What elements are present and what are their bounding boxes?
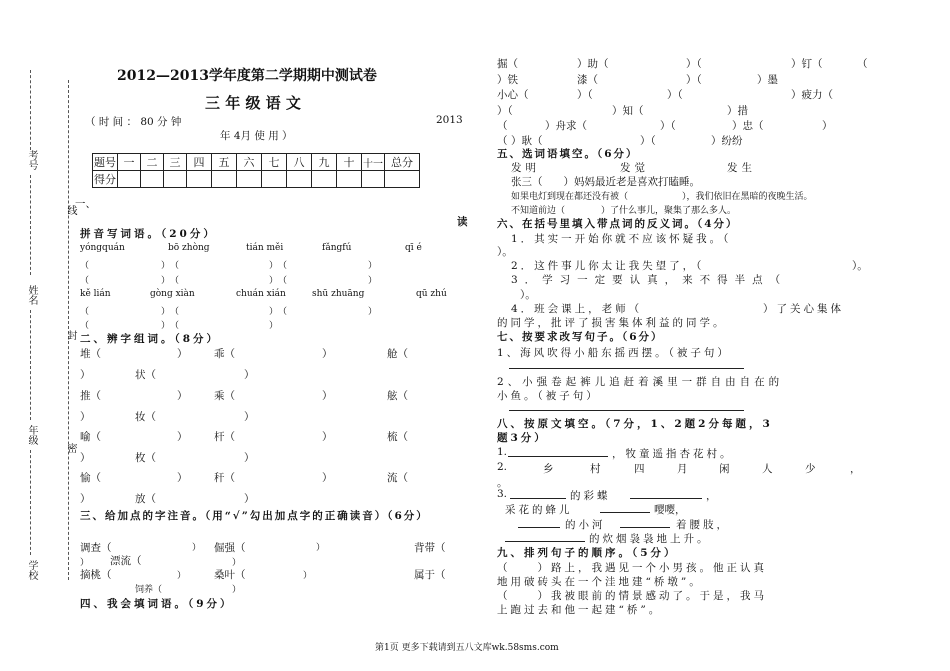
word-cell: ） [322, 472, 333, 484]
fill-word: （ [497, 135, 508, 147]
q6-sentence: 3．学习一定要认真，来不得半点（ [511, 274, 788, 286]
q8-char: ， [850, 463, 861, 475]
score-cell: 九 [312, 154, 337, 171]
q9-sentence: （ ）我被眼前的情景感动了。于是，我马 [497, 590, 767, 602]
exam-no-label: 考号 [26, 150, 37, 170]
q6-sentence: ）了关心集体 [763, 303, 844, 315]
score-blank[interactable] [212, 171, 237, 188]
word-cell: ） [244, 452, 255, 464]
answer-brackets[interactable]: （ ） （ ） [80, 321, 283, 331]
q8-num: 3. [497, 488, 508, 500]
word-cell: 流（ [387, 472, 408, 484]
score-cell: 得分 [93, 171, 118, 188]
q3-cell: 摘桃（ [80, 569, 112, 581]
exam-time: （ 时 间 ： 80 分 钟 [85, 116, 182, 128]
q7-sentence: 1、海风吹得小船东摇西摆。（被子句） [497, 347, 731, 359]
score-table-header-row [93, 154, 420, 171]
q9-sentence: 地用破砖头在一个洼地建“桥墩”。 [497, 576, 703, 588]
q3-cell: ） [316, 543, 326, 553]
answer-brackets[interactable]: （ ） （ ） （ ） [80, 307, 378, 317]
q8-char: 人 [762, 463, 773, 475]
q8-num: 1. [497, 446, 508, 458]
score-table [92, 153, 420, 188]
pinyin: shū zhuāng [312, 289, 365, 299]
score-blank[interactable] [262, 171, 287, 188]
q8-text: ， [706, 490, 717, 502]
pinyin: qī é [405, 243, 422, 253]
q2-title: 二、辨字组词。（8分） [80, 333, 221, 345]
answer-line[interactable] [509, 368, 744, 369]
word-cell: ） [322, 431, 333, 443]
q6-sentence: ）。 [520, 289, 536, 301]
pinyin: kě lián [80, 289, 111, 299]
fill-word: 小心（ [497, 89, 529, 101]
q8-char: 村 [590, 463, 601, 475]
score-blank[interactable] [164, 171, 187, 188]
score-blank[interactable] [287, 171, 312, 188]
score-cell: 十一 [362, 154, 385, 171]
word-cell: 舱（ [387, 348, 408, 360]
fill-word: ）铁 [497, 74, 518, 86]
answer-line[interactable] [505, 541, 585, 542]
q6-sentence: 2．这件事儿你太让我失望了，（ [511, 260, 705, 272]
exam-year: 2013 [436, 114, 463, 126]
score-cell: 一 [118, 154, 141, 171]
word-cell: 舷（ [387, 390, 408, 402]
score-cell: 三 [164, 154, 187, 171]
score-cell: 总分 [385, 154, 420, 171]
fill-word: ）疲力（ [791, 89, 833, 101]
name-line [30, 310, 31, 420]
q6-sentence: 的同学，批评了损害集体利益的同学。 [497, 317, 727, 329]
q5-title: 五、选词语填空。（6分） [497, 148, 639, 160]
answer-line[interactable] [508, 456, 608, 457]
word-cell: ） [80, 411, 91, 423]
name-label: 姓名 [26, 285, 37, 305]
q8-char: 乡 [543, 463, 554, 475]
exam-no-line [30, 70, 31, 150]
score-cell: 四 [187, 154, 212, 171]
pinyin: tián měi [246, 243, 284, 253]
answer-brackets[interactable]: （ ） （ ） （ ） [80, 261, 378, 271]
q6-sentence: 4．班会课上，老师（ [511, 303, 643, 315]
fill-word: ）（ [660, 120, 676, 132]
word-cell: 梳（ [387, 431, 408, 443]
q1-title: 拼音写词语。（20分） [80, 228, 217, 240]
score-blank[interactable] [118, 171, 141, 188]
word-cell: 枚（ [135, 452, 156, 464]
q8-text: 的小河 [565, 519, 606, 531]
word-cell: 状（ [135, 369, 156, 381]
exam-subject: 三 年 级 语 文 [205, 94, 301, 112]
q3-cell: ） [80, 558, 90, 568]
word-cell: 妆（ [135, 411, 156, 423]
score-cell: 六 [237, 154, 262, 171]
q5-sentence: 如果电灯到现在都还没有被（ ），我们依旧在黑暗的夜晚生活。 [511, 192, 813, 202]
score-blank[interactable] [312, 171, 337, 188]
word-cell: ） [177, 431, 188, 443]
fill-word: ）（ [667, 89, 683, 101]
q8-char: 少 [805, 463, 816, 475]
word-cell: 乘（ [214, 390, 235, 402]
word-cell: 堆（ [80, 348, 101, 360]
fill-word: ）忠（ [732, 120, 764, 132]
score-cell: 题号 [93, 154, 118, 171]
answer-line[interactable] [509, 410, 744, 411]
q8-text: 采花的蜂儿 [505, 504, 573, 516]
fill-word: ）钉（ [791, 58, 823, 70]
answer-line[interactable] [518, 527, 560, 528]
score-blank[interactable] [362, 171, 385, 188]
pinyin: bō zhòng [168, 243, 210, 253]
q8-char: 2. [497, 461, 508, 473]
q3-cell: 调查（ [80, 542, 112, 554]
fill-word: ）助（ [577, 58, 609, 70]
seal-xian: 线 [65, 205, 76, 215]
fill-word: （ [497, 120, 508, 132]
q8-text: 的炊烟袅袅地上升。 [589, 533, 711, 545]
q8-title-cont: 题3分） [497, 432, 548, 444]
fill-word-end: （ [857, 58, 868, 70]
q8-char: 四 [634, 463, 645, 475]
score-blank[interactable] [141, 171, 164, 188]
word-cell: 杆（ [214, 431, 235, 443]
fill-word: ）耿（ [511, 135, 543, 147]
answer-line[interactable] [510, 498, 566, 499]
q9-sentence: （ ）路上，我遇见一个小男孩。他正认真 [497, 562, 767, 574]
score-table-score-row [93, 171, 420, 188]
pinyin: qū zhú [416, 289, 447, 299]
q7-sentence: 2、小强卷起裤儿追赶着溪里一群自由自在的 [497, 376, 784, 388]
q8-text: 着腰肢， [676, 519, 730, 531]
fill-word: 漆（ [577, 74, 598, 86]
q3-cell: ） [303, 571, 313, 581]
q7-sentence: 小鱼。（被子句） [497, 390, 600, 402]
fill-word: 掘（ [497, 58, 518, 70]
fill-word: ）措 [727, 105, 748, 117]
q6-sentence: ）。 [852, 260, 868, 272]
score-blank[interactable] [237, 171, 262, 188]
q3-cell: 属于（ [414, 569, 446, 581]
q8-char: 。 [497, 477, 508, 489]
q8-text: 嘤嘤， [654, 504, 686, 516]
word-cell: ） [177, 348, 188, 360]
fill-word: ）纷纷 [711, 135, 743, 147]
q7-title: 七、按要求改写句子。（6分） [497, 331, 664, 343]
pinyin: fǎngfú [322, 243, 352, 253]
q3-cell: 漂流（ [110, 555, 142, 567]
q3-cell: 桑叶（ [214, 569, 246, 581]
grade-line [30, 450, 31, 555]
q3-cell: ） [192, 543, 202, 553]
word-cell: 秆（ [214, 472, 235, 484]
word-cell: ） [322, 390, 333, 402]
q8-text: 的彩蝶 [570, 490, 611, 502]
q4-title: 四、我会填词语。（9分） [80, 598, 234, 610]
word-cell: ） [80, 493, 91, 505]
q5-word: 发觉 [620, 162, 649, 174]
q5-sentence: 不知道前边（ ）了什么事儿，聚集了那么多人。 [511, 206, 737, 216]
word-cell: 愉（ [80, 472, 101, 484]
word-cell: ） [244, 369, 255, 381]
seal-mi: 密 [65, 443, 76, 453]
score-cell: 十 [337, 154, 362, 171]
q1-side-char: 读 [457, 216, 468, 228]
q9-title: 九、排列句子的顺序。（5分） [497, 547, 678, 559]
grade-label: 年级 [26, 425, 37, 445]
seal-feng: 封 [65, 330, 76, 340]
word-cell: 喻（ [80, 431, 101, 443]
score-blank[interactable] [385, 171, 420, 188]
fill-word: ）（ [686, 58, 702, 70]
fill-word: ）舟求（ [545, 120, 587, 132]
fill-word: ）墨 [757, 74, 778, 86]
word-cell: ） [244, 411, 255, 423]
fill-word: ）（ [577, 89, 593, 101]
fill-word: ）（ [497, 105, 513, 117]
q3-title: 三、给加点的字注音。（用“√”勾出加点字的正确读音）（6分） [80, 510, 429, 522]
pinyin: chuán xián [236, 289, 286, 299]
q3-cell: ） [177, 571, 187, 581]
fill-word: ） [822, 120, 833, 132]
q1-prefix: 一、 [75, 198, 96, 210]
score-cell: 七 [262, 154, 287, 171]
score-cell: 五 [212, 154, 237, 171]
q8-char: 闲 [719, 463, 730, 475]
pinyin: gòng xiàn [150, 289, 195, 299]
q3-cell: 饲养（ [135, 585, 163, 595]
pinyin: yóngquán [80, 243, 125, 253]
answer-line[interactable] [600, 512, 650, 513]
q8-text: ，牧童遥指杏花村。 [612, 448, 734, 460]
q3-cell: 倔强（ [214, 542, 246, 554]
answer-line[interactable] [620, 527, 670, 528]
q5-sentence: 张三（ ）妈妈最近老是喜欢打瞌睡。 [511, 176, 700, 188]
q6-title: 六、在括号里填入带点词的反义词。（4分） [497, 218, 739, 230]
word-cell: ） [80, 452, 91, 464]
word-cell: ） [177, 390, 188, 402]
q6-sentence: 1．其实一开始你就不应该怀疑我。（ [511, 233, 732, 245]
exam-use: 年 4月 使 用 ） [220, 130, 293, 142]
word-cell: ） [80, 369, 91, 381]
answer-line[interactable] [630, 498, 702, 499]
q3-cell: ） [232, 558, 242, 568]
fill-word: ）（ [640, 135, 656, 147]
word-cell: 推（ [80, 390, 101, 402]
exam-no-line-lower [30, 175, 31, 275]
q8-title: 八、按原文填空。（7分，1、2题2分每题，3 [497, 418, 773, 430]
fill-word: ）知（ [612, 105, 644, 117]
q6-sentence: ）。 [497, 246, 513, 258]
page-footer: 第1页 更多下载请到五八文库wk.58sms.com [375, 643, 559, 653]
exam-title: 2012—2013学年度第二学期期中测试卷 [117, 68, 377, 84]
q3-cell: 背带（ [414, 542, 446, 554]
q8-char: 月 [677, 463, 688, 475]
score-blank[interactable] [187, 171, 212, 188]
q9-sentence: 上跑过去和他一起建“桥”。 [497, 604, 663, 616]
q5-word: 发生 [727, 162, 756, 174]
q5-word: 发明 [511, 162, 540, 174]
q3-cell: ） [232, 585, 242, 595]
score-cell: 二 [141, 154, 164, 171]
word-cell: 乖（ [214, 348, 235, 360]
answer-brackets[interactable]: （ ） （ ） （ ） [80, 276, 378, 286]
word-cell: ） [322, 348, 333, 360]
word-cell: ） [244, 493, 255, 505]
score-cell: 八 [287, 154, 312, 171]
score-blank[interactable] [337, 171, 362, 188]
school-label: 学校 [26, 560, 37, 580]
word-cell: 放（ [135, 493, 156, 505]
word-cell: ） [177, 472, 188, 484]
fill-word: ）（ [686, 74, 702, 86]
